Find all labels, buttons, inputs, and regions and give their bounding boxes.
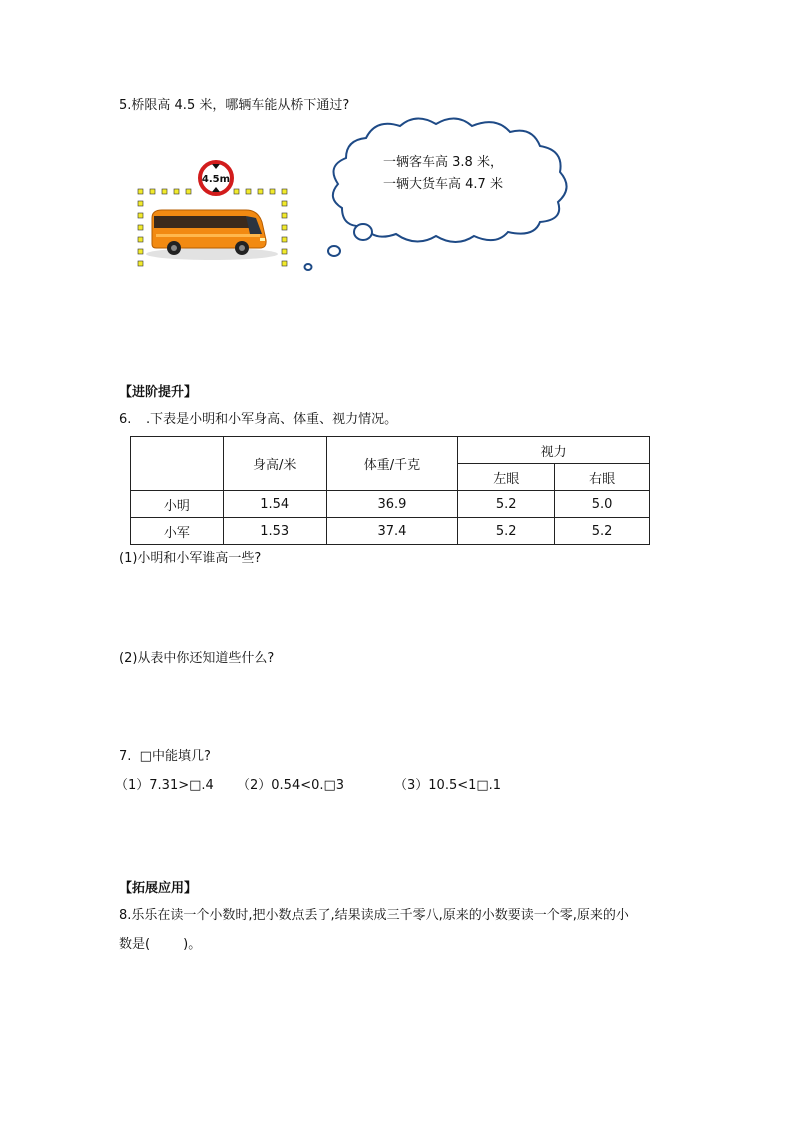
height-limit-sign-icon: [200, 162, 232, 194]
table-row: [131, 518, 650, 545]
row-height: 1.54: [223, 491, 326, 518]
bus-under-bridge-illustration: [134, 160, 294, 272]
q7-item-3: （3）10.5<1□.1: [394, 778, 502, 793]
q7-question: 7. □中能填几?: [119, 749, 211, 764]
q7-item-2: （2）0.54<0.□3: [237, 778, 345, 793]
row-name: 小军: [131, 518, 224, 545]
stats-table: [130, 436, 650, 545]
header-height: 身高/米: [223, 437, 326, 491]
header-vision: 视力: [458, 437, 650, 464]
table-corner-cell: [131, 437, 224, 491]
q7-item-1: （1）7.31>□.4: [115, 778, 214, 793]
header-weight: 体重/千克: [326, 437, 458, 491]
row-left-eye: 5.2: [458, 491, 555, 518]
header-right-eye: 右眼: [555, 464, 650, 491]
q8-line-2: 数是( )。: [119, 937, 202, 952]
q6-sub1: (1)小明和小军谁高一些?: [119, 551, 262, 566]
row-weight: 36.9: [326, 491, 458, 518]
section-extension-heading: 【拓展应用】: [119, 881, 198, 896]
header-left-eye: 左眼: [458, 464, 555, 491]
bubble-line-2: 一辆大货车高 4.7 米: [383, 177, 503, 192]
svg-text:4.5m: 4.5m: [201, 174, 231, 185]
row-name: 小明: [131, 491, 224, 518]
q5-question: 5.桥限高 4.5 米，哪辆车能从桥下通过?: [119, 98, 350, 113]
row-right-eye: 5.0: [555, 491, 650, 518]
q6-number: 6.: [119, 412, 132, 427]
row-height: 1.53: [223, 518, 326, 545]
bus-icon: [152, 210, 266, 255]
q8-line-1: 8.乐乐在读一个小数时,把小数点丢了,结果读成三千零八,原来的小数要读一个零,原来的小: [119, 908, 629, 923]
row-left-eye: 5.2: [458, 518, 555, 545]
q6-sub2: (2)从表中你还知道些什么?: [119, 651, 275, 666]
bubble-line-1: 一辆客车高 3.8 米，: [383, 155, 503, 170]
row-right-eye: 5.2: [555, 518, 650, 545]
q6-question: .下表是小明和小军身高、体重、视力情况。: [146, 412, 398, 427]
row-weight: 37.4: [326, 518, 458, 545]
section-advanced-heading: 【进阶提升】: [119, 385, 198, 400]
table-row: [131, 491, 650, 518]
